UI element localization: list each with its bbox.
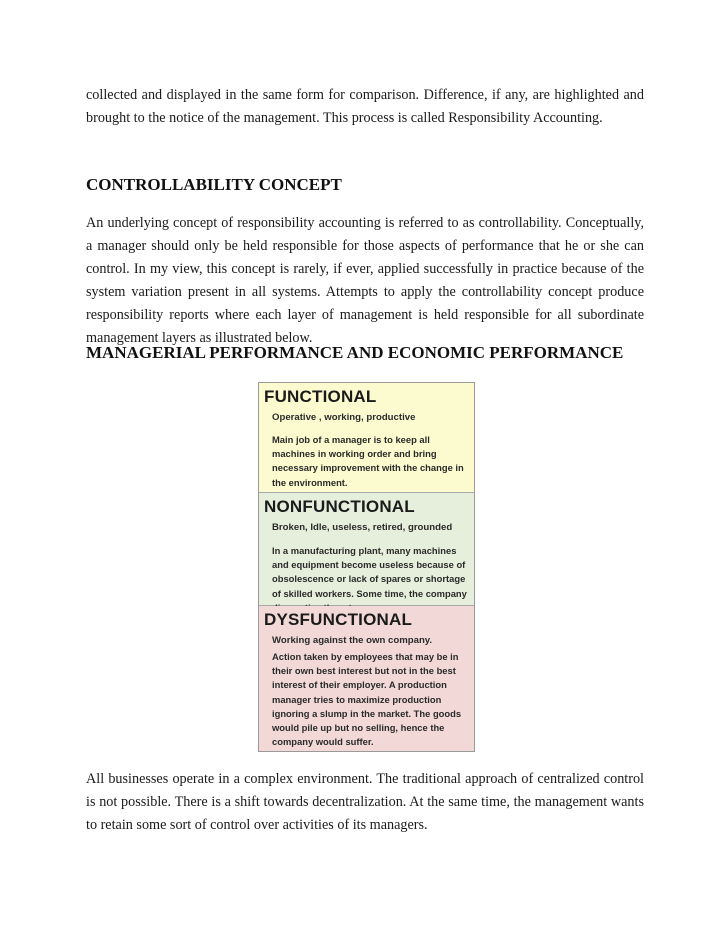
functional-description: Main job of a manager is to keep all machines in working order and bring necessary improvement with the change in the environment. — [272, 434, 464, 488]
functional-categories-figure — [258, 382, 475, 752]
controllability-paragraph: An underlying concept of responsibility accounting is referred to as controllability. Conceptually, a manager should only be held responsible for those aspects of performance that he or she can control. In my view, this concept is rarely, if ever, applied successfully in practice because of the system variation present in all systems. Attempts to apply the controllability concept produce responsibility reports where each layer of management is held responsible for all subordinate management layers as illustrated below. — [86, 215, 644, 346]
nonfunctional-title: NONFUNCTIONAL — [264, 497, 415, 516]
nonfunctional-subtitle: Broken, Idle, useless, retired, grounded — [272, 522, 453, 533]
functional-box — [259, 383, 474, 493]
dysfunctional-subtitle: Working against the own company. — [272, 635, 433, 646]
managerial-performance-heading: MANAGERIAL PERFORMANCE AND ECONOMIC PERFORMANCE — [86, 343, 624, 362]
dysfunctional-title: DYSFUNCTIONAL — [264, 610, 413, 629]
dysfunctional-box — [259, 606, 474, 751]
nonfunctional-description: In a manufacturing plant, many machines and equipment become useless because of obsolescence or lack of spares or shortage of skilled workers. Some time, the company — [272, 545, 467, 599]
controllability-heading: CONTROLLABILITY CONCEPT — [86, 175, 342, 194]
functional-title: FUNCTIONAL — [264, 387, 377, 406]
intro-paragraph: collected and displayed in the same form for comparison. Difference, if any, are highlighted and brought to the notice of the management. This process is called Responsibility Accounting. — [86, 87, 644, 126]
nonfunctional-box — [259, 493, 474, 606]
functional-subtitle: Operative , working, productive — [272, 412, 416, 423]
closing-paragraph: All businesses operate in a complex environment. The traditional approach of centralized control is not possible. There is a shift towards decentralization. At the same time, the management wants to retain some sort of control over activities of its managers. — [86, 771, 644, 833]
dysfunctional-description: Action taken by employees that may be in their own best interest but not in the best interest of their employer. A production manager tries to maximize production ignoring a slump in the market. The goods would pile up but no selling, hence the company would suffer. — [272, 651, 462, 748]
